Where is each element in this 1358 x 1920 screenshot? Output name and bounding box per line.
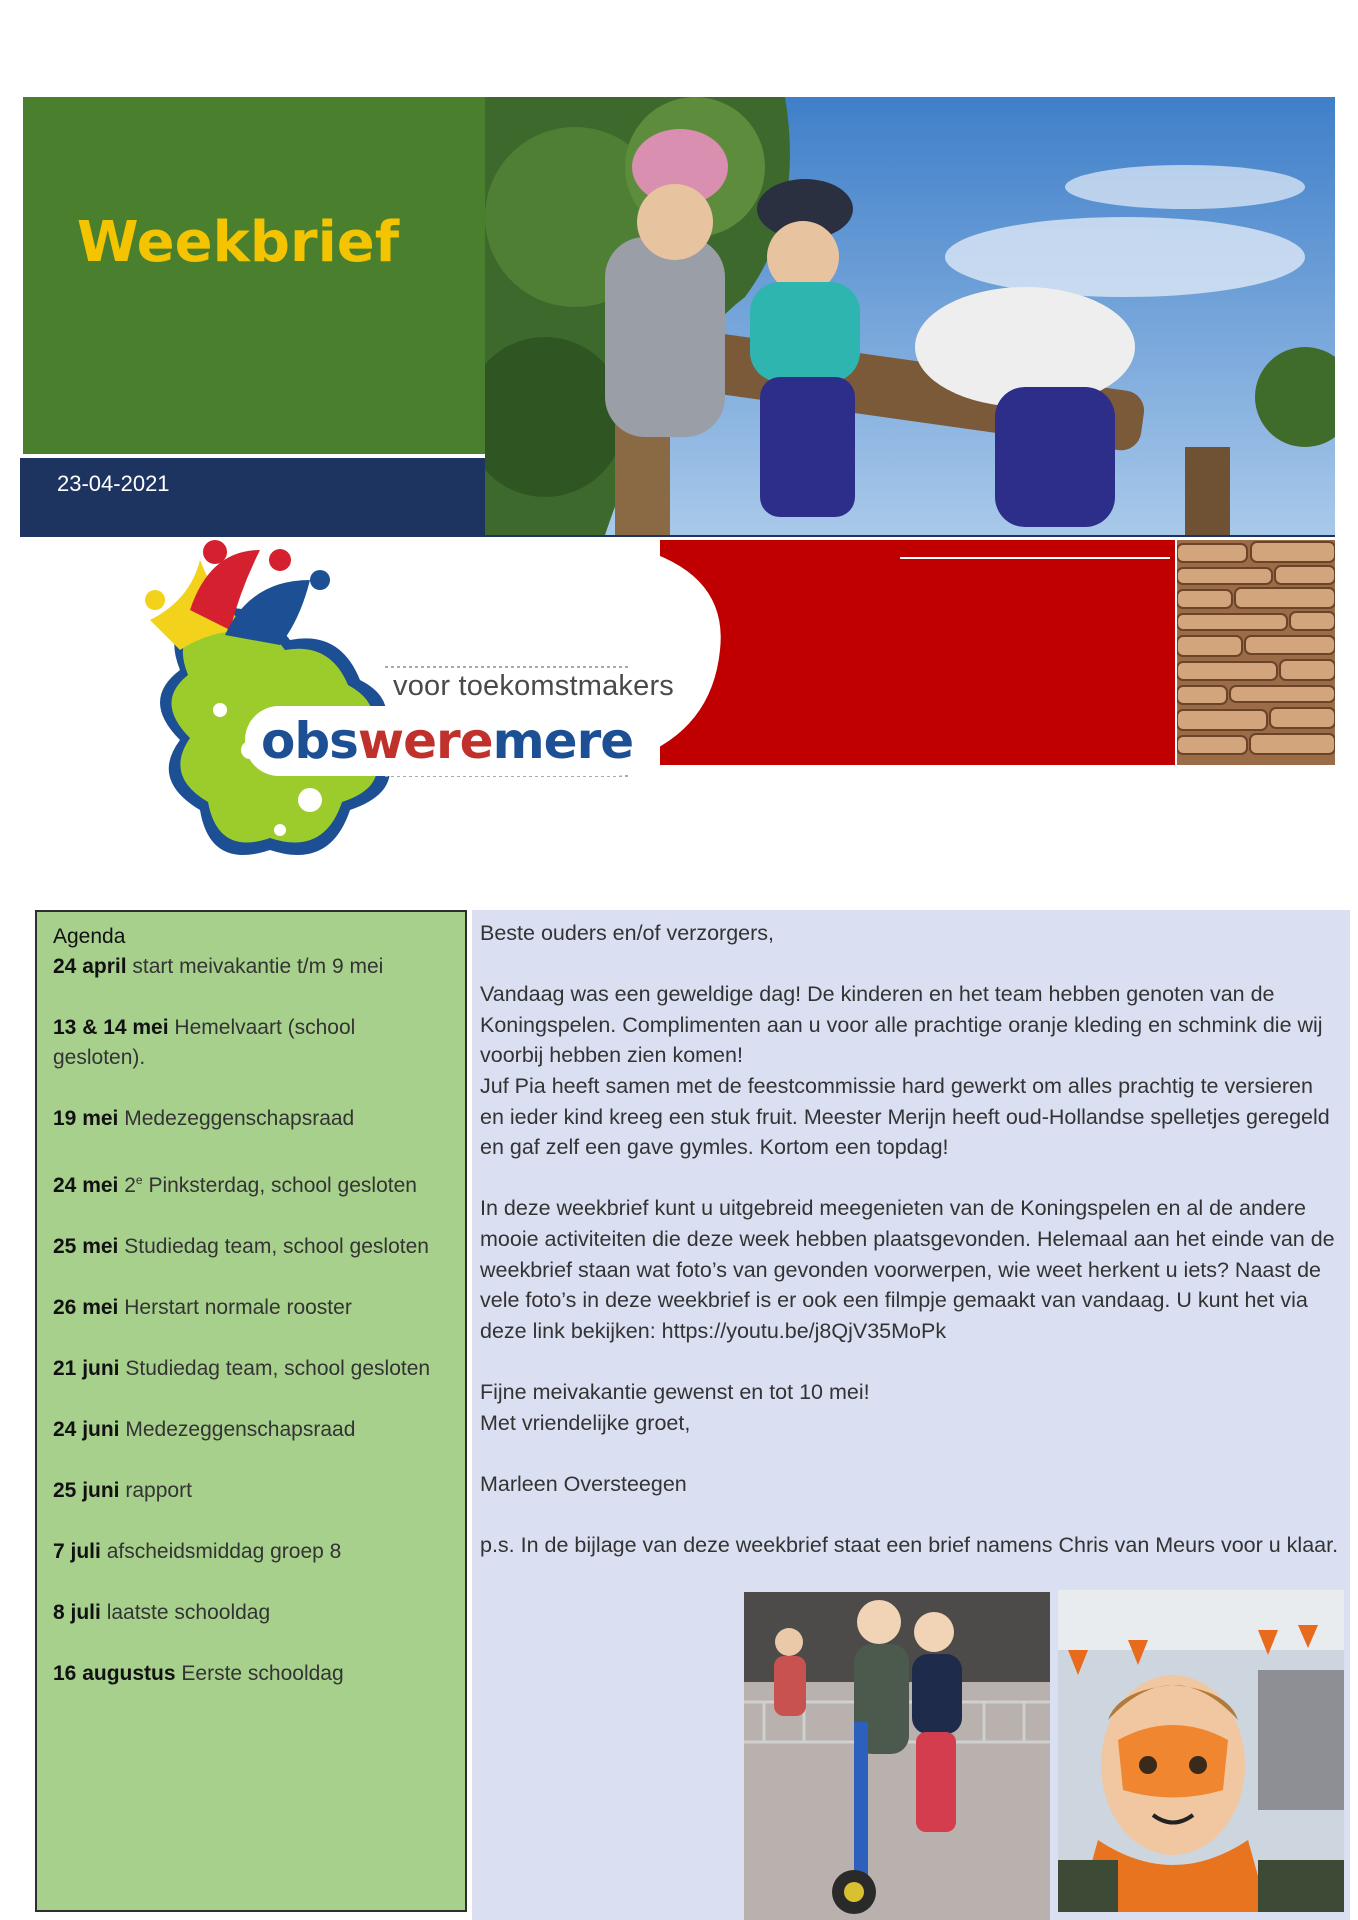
agenda-item: 7 juli afscheidsmiddag groep 8 <box>53 1540 342 1563</box>
letter-paragraph: In deze weekbrief kunt u uitgebreid meegenieten van de Koningspelen en al de andere mooie activiteiten die deze week hebben plaatsgevonden. Helemaal aan het einde van de weekbrief staan wat foto’s van gevonden voorwerpen, wie weet herkent u iets? Naast de vele foto’s in deze weekbrief is er ook een filmpje gemaakt van vandaag. U kunt het via deze link bekijken: https://youtu.be/j8QjV35MoPk <box>480 1196 1335 1343</box>
agenda-item: 25 mei Studiedag team, school gesloten <box>53 1235 429 1258</box>
letter-paragraph: Juf Pia heeft samen met de feestcommissie hard gewerkt om alles prachtig te versieren en ieder kind kreeg een stuk fruit. Meester Merijn heeft oud-Hollandse spelletjes geregeld en gaf zelf een gave gymles. Kortom een topdag! <box>480 1073 1330 1160</box>
letter-closing: Fijne meivakantie gewenst en tot 10 mei! <box>480 1379 870 1404</box>
agenda-item: 26 mei Herstart normale rooster <box>53 1296 352 1319</box>
stone-wall-photo <box>1177 540 1335 765</box>
agenda-item: 16 augustus Eerste schooldag <box>53 1662 344 1685</box>
agenda-item: 24 juni Medezeggenschapsraad <box>53 1418 356 1441</box>
letter-greeting: Beste ouders en/of verzorgers, <box>480 921 774 945</box>
agenda-item: 21 juni Studiedag team, school gesloten <box>53 1357 431 1380</box>
letter-paragraph: Vandaag was een geweldige dag! De kinderen en het team hebben genoten van de Koningspelen. Complimenten aan u voor alle prachtige oranje kleding en schmink die wij voorbij hebben zien komen! <box>480 982 1323 1068</box>
agenda-item: 8 juli laatste schooldag <box>53 1601 271 1624</box>
title-panel <box>23 97 485 454</box>
banner-line <box>900 557 1170 559</box>
agenda-panel <box>35 910 467 1912</box>
agenda-heading: Agenda <box>53 925 126 948</box>
school-name-part-obs: obs <box>261 712 358 770</box>
school-name <box>245 706 649 776</box>
school-name-part-were: were <box>357 712 493 770</box>
agenda-item: 24 april start meivakantie t/m 9 mei <box>53 955 384 978</box>
logo-tagline: voor toekomstmakers <box>393 670 674 702</box>
children-with-scooter-photo <box>744 1592 1050 1920</box>
hero-photo <box>485 97 1335 535</box>
boy-with-tiger-face-paint-photo <box>1058 1590 1344 1912</box>
letter-closing: Met vriendelijke groet, <box>480 1410 691 1435</box>
agenda-item: 24 mei 2e Pinksterdag, school gesloten <box>53 1173 417 1197</box>
school-name-part-mere: mere <box>492 712 634 770</box>
letter-signature: Marleen Oversteegen <box>480 1471 687 1496</box>
letter-body <box>480 918 1340 1591</box>
agenda-item: 25 juni rapport <box>53 1479 192 1502</box>
agenda-item: 13 & 14 mei Hemelvaart (school gesloten). <box>53 1016 356 1069</box>
agenda-item: 19 mei Medezeggenschapsraad <box>53 1107 355 1130</box>
page-title: Weekbrief <box>76 210 400 275</box>
letter-postscript: p.s. In de bijlage van deze weekbrief staat een brief namens Chris van Meurs voor u klaar. <box>480 1532 1339 1557</box>
issue-date: 23-04-2021 <box>57 471 170 496</box>
